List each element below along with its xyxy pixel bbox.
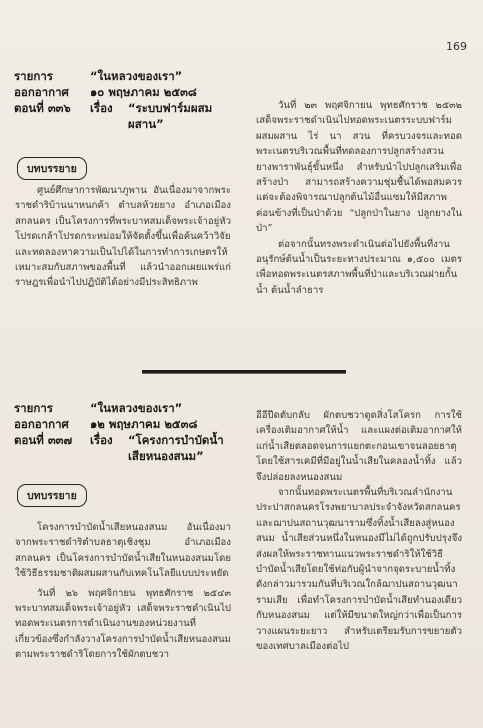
paragraph: อีอีปีดตับกลับ ผักตบชวาดูดสิ่งโสโครก การใช้เครื่องเติมอากาศให้น้ำ และแผงต่อเติมอากาศให้แก่น้ำเสียตลอดจนการแยกตะกอนเขาจนลอยธาตุโดยใช้สารเคมีที่มีอยู่ในน้ำเสียในคลองน้ำทิ้ง แล้วจึงปล่อยลงหนองสนม [256, 410, 462, 483]
paragraph: โครงการบำบัดน้ำเสียหนองสนม อันเนื่องมาจากพระราชดำริตำบลธาตุเชิงชุม อำเภอเมืองสกลนคร เป็นโครงการบำบัดน้ำเสียในหนองสนมโดยใช้วิธีธรรมชาติผสมผสานกับเทคโนโลยีแบบประหยัด [15, 522, 231, 580]
program-name: “ในหลวงของเรา” [90, 69, 183, 83]
topic-key: เรื่อง [90, 433, 113, 447]
topic-title: “โครงการบำบัดน้ำ [128, 433, 224, 447]
episode-label: ตอนที่ ๓๓๗ [14, 433, 73, 447]
topic-title-cont: เสียหนองสนม” [128, 449, 204, 463]
top-left-column [15, 183, 231, 291]
top-program-header [14, 68, 249, 132]
top-right-column [256, 98, 462, 298]
broadcast-label: ออกอากาศ [14, 85, 69, 99]
broadcast-date: ๑๒ พฤษภาคม ๒๕๓๘ [90, 417, 198, 431]
bottom-right-column [256, 408, 462, 655]
broadcast-label: ออกอากาศ [14, 417, 69, 431]
episode-label: ตอนที่ ๓๓๖ [14, 101, 71, 115]
paragraph: ศูนย์ศึกษาการพัฒนาภูพาน อันเนื่องมาจากพระราชดำริบ้านนาหนกค้า ตำบลห้วยยาง อำเภอเมืองสกลนคร เป็นโครงการที่พระบาทสมเด็จพระเจ้าอยู่หัว โปรดเกล้าโปรดกระหม่อมให้จัดตั้งขึ้นเพื่อค้นคว้าวิจัยและทดลองหาความเป็นไปได้ในการทำการเกษตรให้เหมาะสมกับสภาพของพื้นที่ แล้วนำออกเผยแพร่แก่ราษฎรเพื่อนำไปปฏิบัติได้อย่างมีประสิทธิภาพ [15, 185, 231, 289]
section-divider [142, 370, 346, 373]
narration-badge: บทบรรยาย [17, 484, 87, 507]
topic-title: “ระบบฟาร์มผสม [128, 101, 213, 115]
paragraph: จากนั้นทอดพระเนตรพื้นที่บริเวณลำนักงานประปาสกลนครโรงพยาบาลประจำจังหวัดสกลนครและฌาปนสถานวุฒนารามซึ่งทิ้งน้ำเสียลงสู่หนองสนม น้ำเสียส่วนหนึ่งในหนองมีไม่ได้ถูกปรับปรุงจึงส่งผลให้พระราชทานแนวพระราชดำริให้ใช้วิธีบำบัดน้ำเสียโดยใช้ท่อกับผู้นำจากจุดระบายน้ำทิ้งดังกล่าวมารวมกันที่บริเวณใกล้ฌาปนสถานวุฒนารามเสีย เพื่อทำโครงการบำบัดน้ำเสียทำนองเดียวกับหนองสนม แต่ให้มีขนาดใหญ่กว่าเพื่อเป็นการวางแผนระยะยาว สำหรับเตรียมรับการขยายตัวของเทศบาลเมืองต่อไป [256, 487, 462, 653]
program-label: รายการ [14, 401, 53, 415]
bottom-left-column [15, 520, 231, 663]
paragraph: ต่อจากนั้นทรงพระดำเนินต่อไปยังพื้นที่งานอนุรักษ์ต้นน้ำเป็นระยะทางประมาณ ๑,๕๐๐ เมตร เพื่อทอดพระเนตรสภาพพื้นที่ป่าและบริเวณฝายกั้นน้ำ ต้นน้ำลำธาร [256, 238, 462, 296]
paragraph: วันที่ ๒๓ พฤศจิกายน พุทธศักราช ๒๕๓๒ เสด็จพระราชดำเนินไปทอดพระเนตรระบบฟาร์มผสมผสาน ไร่ นา สวน ที่ครบวงจรและทอดพระเนตรบริเวณพื้นที่ทดลองการปลูกสร้างสวนยางพาราพันธุ์ขั้นหนึ่ง สำหรับนำไปปลูกเสริมเพื่อสร้างป่า สามารถสร้างความชุ่มชื้นได้พอสมควร แต่จะต้องพิจารณาปลูกต้นไม้อื่นแซมให้มีสภาพค่อนข้างที่เป็นป่าด้วย “ปลูกป่าในยาง ปลูกยางในป่า” [256, 100, 462, 235]
topic-key: เรื่อง [90, 101, 113, 115]
bottom-program-header [14, 400, 249, 464]
program-label: รายการ [14, 69, 53, 83]
broadcast-date: ๑๐ พฤษภาคม ๒๕๓๘ [90, 85, 197, 99]
program-name: “ในหลวงของเรา” [90, 401, 183, 415]
topic-title-cont: ผสาน” [128, 117, 164, 131]
page-number: 169 [446, 40, 467, 53]
paragraph: วันที่ ๒๖ พฤศจิกายน พุทธศักราช ๒๕๔๓ พระบาทสมเด็จพระเจ้าอยู่หัว เสด็จพระราชดำเนินไปทอดพระเนตรการดำเนินงานของหน่วยงานที่เกี่ยวข้องซึ่งกำลังวางโครงการบำบัดน้ำเสียหนองสนมตามพระราชดำริโดยการใช้ผักตบชวา [15, 587, 231, 661]
narration-badge: บทบรรยาย [17, 157, 87, 180]
